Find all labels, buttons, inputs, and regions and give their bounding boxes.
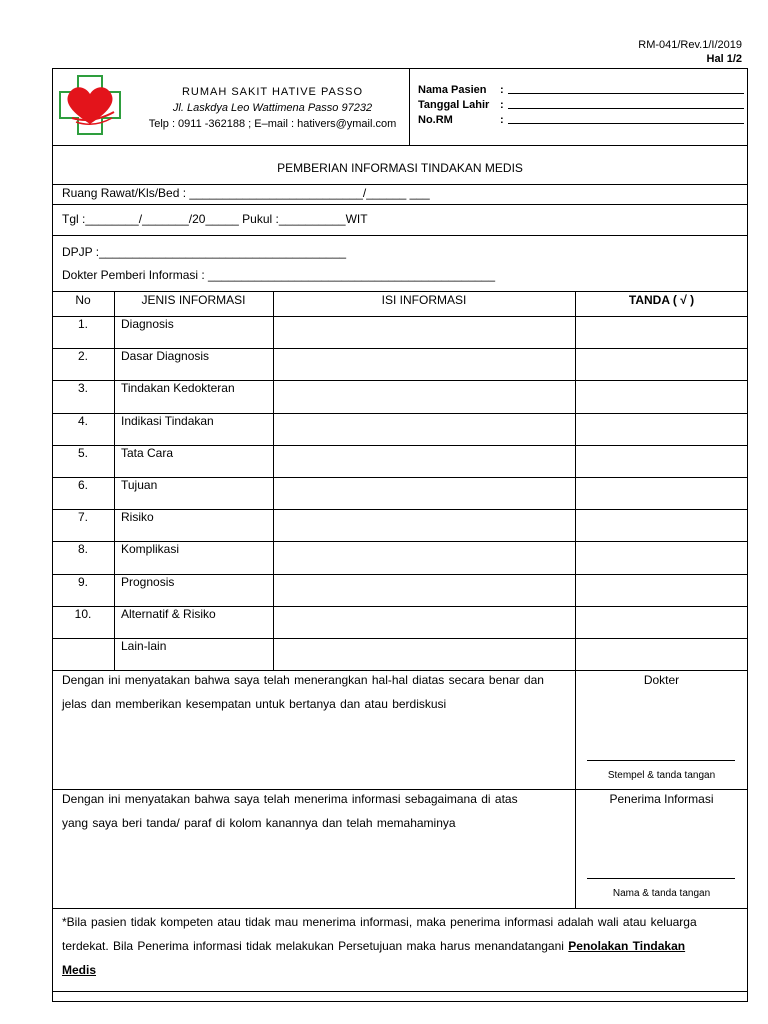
recipient-signature-caption: Nama & tanda tangan xyxy=(612,888,711,899)
row-isi-cell[interactable] xyxy=(274,478,574,508)
divider xyxy=(52,991,748,992)
doctor-field[interactable]: Dokter Pemberi Informasi : ___________________________________________ xyxy=(62,268,496,282)
row-number: 7. xyxy=(77,510,88,525)
rejection-form-link[interactable]: Penolakan Tindakan xyxy=(568,939,686,953)
colon: : xyxy=(500,99,504,111)
divider xyxy=(52,235,748,236)
patient-rm-field[interactable] xyxy=(508,113,744,124)
row-isi-cell[interactable] xyxy=(274,510,574,540)
header-jenis: JENIS INFORMASI xyxy=(141,293,246,307)
doctor-role-label: Dokter xyxy=(643,673,680,687)
row-jenis: Komplikasi xyxy=(121,542,180,557)
row-tanda-cell[interactable] xyxy=(576,478,747,508)
row-tanda-cell[interactable] xyxy=(576,607,747,637)
patient-name-label: Nama Pasien xyxy=(418,84,487,96)
rejection-form-link-cont[interactable]: Medis xyxy=(62,963,97,977)
row-isi-cell[interactable] xyxy=(274,446,574,476)
row-jenis: Tindakan Kedokteran xyxy=(121,381,235,396)
row-number: 2. xyxy=(77,349,88,364)
row-tanda-cell[interactable] xyxy=(576,414,747,444)
row-tanda-cell[interactable] xyxy=(576,639,747,669)
hospital-logo xyxy=(58,74,122,141)
recipient-statement xyxy=(62,787,572,835)
row-jenis: Indikasi Tindakan xyxy=(121,413,214,428)
statement-line: jelas dan memberikan kesempatan untuk bertanya dan atau berdiskusi xyxy=(62,697,447,711)
row-jenis: Tata Cara xyxy=(121,445,174,460)
row-number: 4. xyxy=(77,413,88,428)
divider xyxy=(52,291,748,292)
patient-name-field[interactable] xyxy=(508,83,744,94)
header-bottom-line xyxy=(52,145,748,146)
hospital-contact: Telp : 0911 -362188 ; E–mail : hativers@ymail.com xyxy=(148,118,397,130)
row-tanda-cell[interactable] xyxy=(576,542,747,572)
row-number: 9. xyxy=(77,574,88,589)
row-jenis: Risiko xyxy=(121,510,154,525)
hospital-address: Jl. Laskdya Leo Wattimena Passo 97232 xyxy=(172,102,373,114)
row-number: 5. xyxy=(77,445,88,460)
row-number: 10. xyxy=(74,606,92,621)
header-isi: ISI INFORMASI xyxy=(381,293,467,307)
recipient-role-label: Penerima Informasi xyxy=(609,792,714,806)
footnote xyxy=(62,910,744,982)
doctor-signature-line[interactable] xyxy=(587,760,735,761)
divider xyxy=(52,184,748,185)
row-isi-cell[interactable] xyxy=(274,639,574,669)
patient-dob-field[interactable] xyxy=(508,98,744,109)
patient-dob-label: Tanggal Lahir xyxy=(418,99,490,111)
row-number: 6. xyxy=(77,478,88,492)
row-jenis: Tujuan xyxy=(121,478,158,492)
patient-info xyxy=(418,83,744,128)
recipient-signature-line[interactable] xyxy=(587,878,735,879)
statement-line: Dengan ini menyatakan bahwa saya telah menerangkan hal-hal diatas secara benar dan xyxy=(62,673,544,687)
row-jenis: Lain-lain xyxy=(121,639,167,653)
divider xyxy=(52,908,748,909)
row-jenis: Alternatif & Risiko xyxy=(121,606,216,621)
row-tanda-cell[interactable] xyxy=(576,317,747,347)
patient-rm-label: No.RM xyxy=(418,114,453,126)
row-isi-cell[interactable] xyxy=(274,575,574,605)
document-code-block xyxy=(638,38,742,66)
row-number: 8. xyxy=(77,542,88,557)
row-isi-cell[interactable] xyxy=(274,349,574,379)
statement-line: yang saya beri tanda/ paraf di kolom kanannya dan telah memahaminya xyxy=(62,816,456,830)
row-jenis: Diagnosis xyxy=(121,317,174,331)
date-time-field[interactable]: Tgl :________/_______/20_____ Pukul :__________WIT xyxy=(62,212,368,226)
row-tanda-cell[interactable] xyxy=(576,446,747,476)
row-tanda-cell[interactable] xyxy=(576,349,747,379)
statement-line: Dengan ini menyatakan bahwa saya telah menerima informasi sebagaimana di atas xyxy=(62,792,518,806)
row-tanda-cell[interactable] xyxy=(576,575,747,605)
doctor-signature-caption: Stempel & tanda tangan xyxy=(607,770,716,781)
dpjp-field[interactable]: DPJP :_____________________________________ xyxy=(62,245,347,259)
row-isi-cell[interactable] xyxy=(274,542,574,572)
divider xyxy=(52,204,748,205)
heart-cross-logo-icon xyxy=(58,74,122,136)
row-jenis: Prognosis xyxy=(121,574,175,589)
header-no: No xyxy=(75,293,91,307)
header-tanda: TANDA ( √ ) xyxy=(628,293,695,307)
page-number: Hal 1/2 xyxy=(706,53,742,65)
row-tanda-cell[interactable] xyxy=(576,381,747,411)
row-isi-cell[interactable] xyxy=(274,607,574,637)
hospital-name: RUMAH SAKIT HATIVE PASSO xyxy=(181,86,364,98)
colon: : xyxy=(500,114,504,126)
form-title: PEMBERIAN INFORMASI TINDAKAN MEDIS xyxy=(277,161,523,175)
ruang-field[interactable]: Ruang Rawat/Kls/Bed : __________________________/______ ___ xyxy=(62,186,430,200)
row-isi-cell[interactable] xyxy=(274,317,574,347)
row-number: 3. xyxy=(77,381,88,396)
hospital-info xyxy=(130,84,415,132)
footnote-line: *Bila pasien tidak kompeten atau tidak mau menerima informasi, maka penerima informasi adalah wali atau keluarga xyxy=(62,915,697,929)
footnote-line: terdekat. Bila Penerima informasi tidak melakukan Persetujuan maka harus menandatangani xyxy=(62,939,564,953)
row-isi-cell[interactable] xyxy=(274,381,574,411)
row-jenis: Dasar Diagnosis xyxy=(121,349,210,364)
doctor-statement xyxy=(62,668,572,716)
colon: : xyxy=(500,84,504,96)
row-isi-cell[interactable] xyxy=(274,414,574,444)
row-number: 1. xyxy=(77,317,88,331)
row-tanda-cell[interactable] xyxy=(576,510,747,540)
document-code: RM-041/Rev.1/I/2019 xyxy=(638,39,742,51)
